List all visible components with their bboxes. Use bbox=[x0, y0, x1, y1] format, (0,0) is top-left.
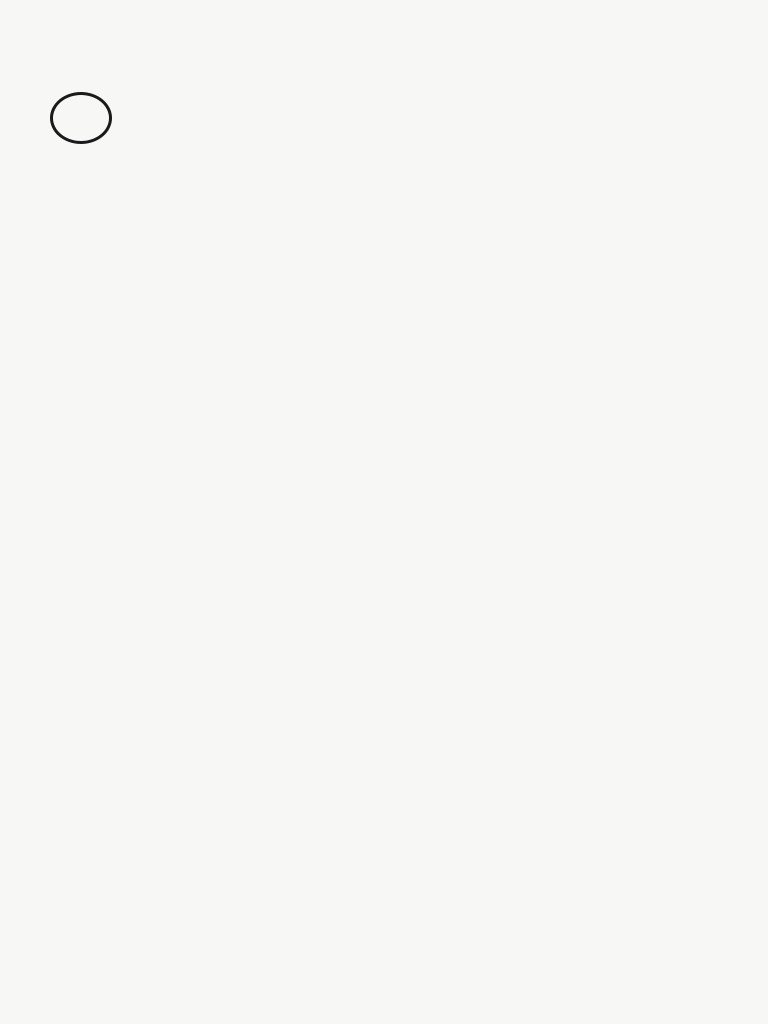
astm-logo-icon bbox=[50, 92, 112, 144]
left-column bbox=[48, 320, 348, 326]
right-column bbox=[387, 320, 687, 326]
